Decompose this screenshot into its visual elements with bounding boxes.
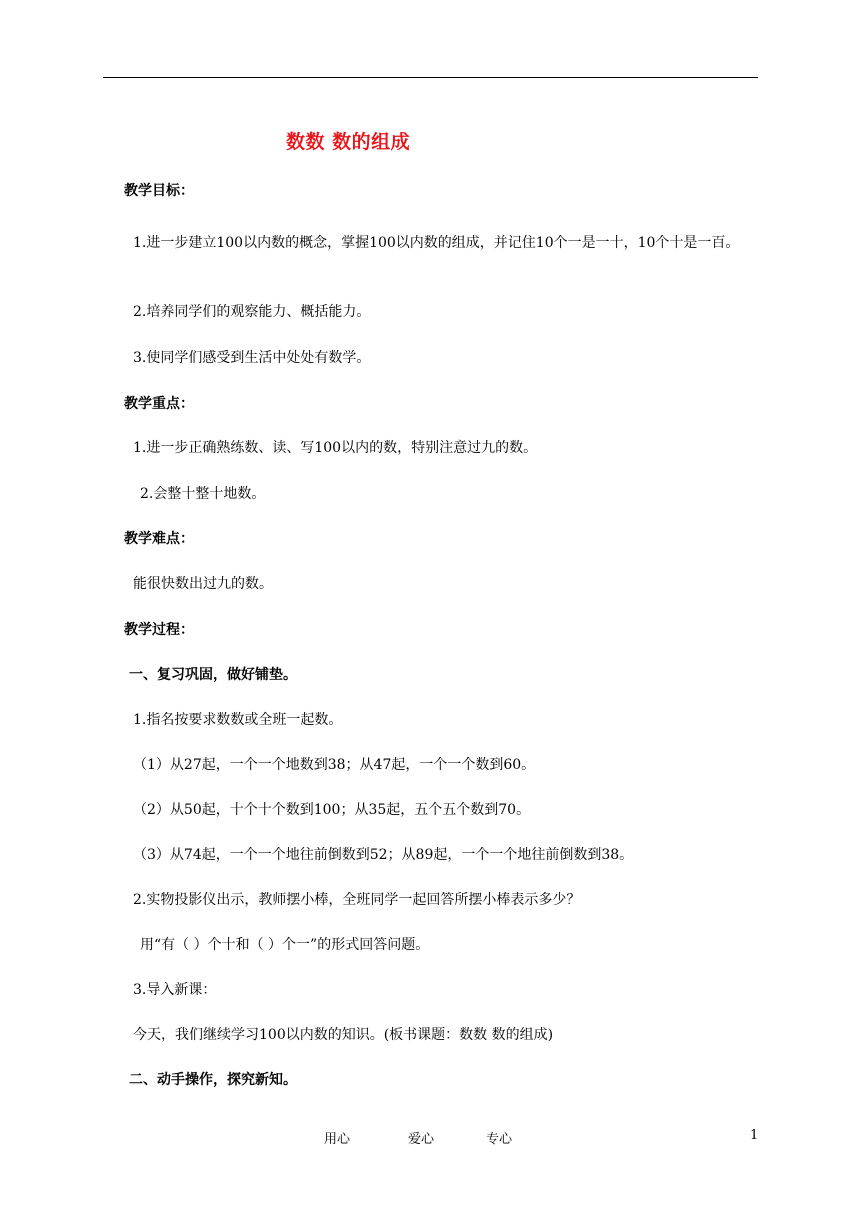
difficulty-heading: 教学难点：: [124, 531, 194, 547]
process-step-3-text: 今天，我们继续学习100以内数的知识。(板书课题：数数 数的组成): [133, 1027, 554, 1043]
document-title: 数数 数的组成: [286, 131, 411, 153]
footer-item-3: 专心: [486, 1132, 513, 1147]
goal-item-1: 1.进一步建立100以内数的概念，掌握100以内数的组成，并记住10个一是一十，10个十是一百。: [133, 235, 740, 251]
header-rule: [103, 77, 758, 78]
key-points-heading: 教学重点：: [124, 396, 194, 412]
process-step-3: 3.导入新课：: [133, 982, 217, 998]
goal-item-2: 2.培养同学们的观察能力、概括能力。: [133, 304, 371, 320]
key-point-1: 1.进一步正确熟练数、读、写100以内的数，特别注意过九的数。: [133, 440, 538, 456]
process-heading: 教学过程：: [124, 622, 194, 638]
process-step-1: 1.指名按要求数数或全班一起数。: [133, 712, 343, 728]
difficulty-item: 能很快数出过九的数。: [133, 576, 273, 592]
process-step-2: 2.实物投影仪出示，教师摆小棒，全班同学一起回答所摆小棒表示多少？: [133, 892, 581, 908]
goal-heading: 教学目标：: [124, 183, 194, 199]
process-step-1-b: （2）从50起，十个十个数到100；从35起，五个五个数到70。: [133, 802, 531, 818]
goal-item-3: 3.使同学们感受到生活中处处有数学。: [133, 350, 371, 366]
footer-item-1: 用心: [324, 1132, 351, 1147]
section-heading-2: 二、动手操作，探究新知。: [129, 1072, 297, 1088]
section-heading-1: 一、复习巩固，做好铺垫。: [129, 667, 297, 683]
process-step-1-a: （1）从27起，一个一个地数到38；从47起，一个一个数到60。: [133, 757, 536, 773]
key-point-2: 2.会整十整十地数。: [140, 486, 266, 502]
footer-item-2: 爱心: [408, 1132, 435, 1147]
process-step-1-c: （3）从74起，一个一个地往前倒数到52；从89起，一个一个地往前倒数到38。: [133, 847, 634, 863]
page-number: 1: [750, 1128, 759, 1143]
process-step-2-note: 用“有（ ）个十和（ ）个一”的形式回答问题。: [140, 937, 430, 953]
